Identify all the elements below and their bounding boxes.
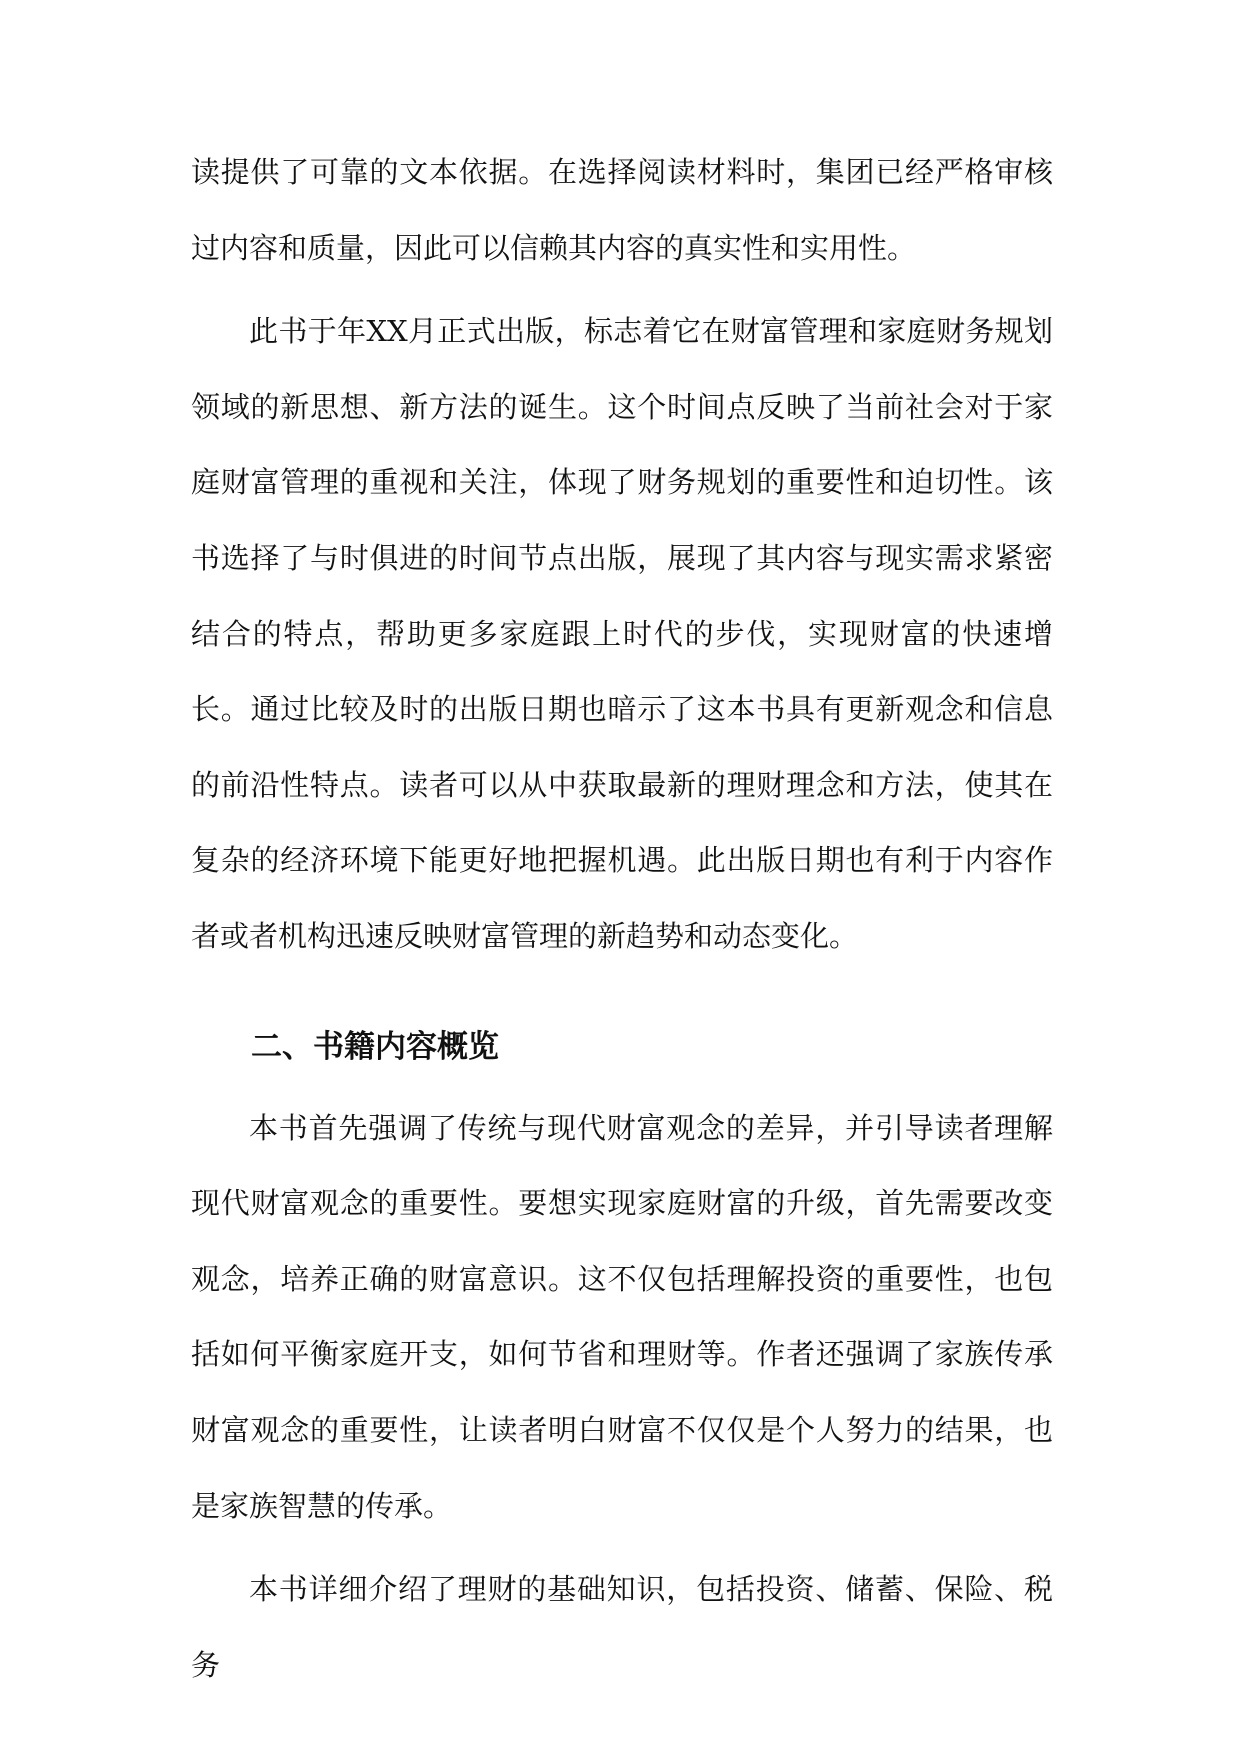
paragraph-finance-basics: 本书详细介绍了理财的基础知识，包括投资、储蓄、保险、税务 <box>191 1572 1053 1682</box>
paragraph-wealth-concepts: 本书首先强调了传统与现代财富观念的差异，并引导读者理解现代财富观念的重要性。要想实现家庭财富的升级，首先需要改变观念，培养正确的财富意识。这不仅包括理解投资的重要性，也包括如何平衡家庭开支，如何节省和理财等。作者还强调了家族传承财富观念的重要性，让读者明白财富不仅仅是个人努力的结果，也是家族智慧的传承。 <box>191 1110 1053 1523</box>
document-body <box>191 135 1053 1703</box>
paragraph-publication-date: 此书于年XX月正式出版，标志着它在财富管理和家庭财务规划领域的新思想、新方法的诞生。这个时间点反映了当前社会对于家庭财富管理的重视和关注，体现了财务规划的重要性和迫切性。该书选择了与时俱进的时间节点出版，展现了其内容与现实需求紧密结合的特点，帮助更多家庭跟上时代的步伐，实现财富的快速增长。通过比较及时的出版日期也暗示了这本书具有更新观念和信息的前沿性特点。读者可以从中获取最新的理财理念和方法，使其在复杂的经济环境下能更好地把握机遇。此出版日期也有利于内容作者或者机构迅速反映财富管理的新趋势和动态变化。 <box>191 314 1053 953</box>
paragraph-continued: 读提供了可靠的文本依据。在选择阅读材料时，集团已经严格审核过内容和质量，因此可以信赖其内容的真实性和实用性。 <box>191 155 1053 265</box>
section-heading: 二、书籍内容概览 <box>251 1028 499 1065</box>
